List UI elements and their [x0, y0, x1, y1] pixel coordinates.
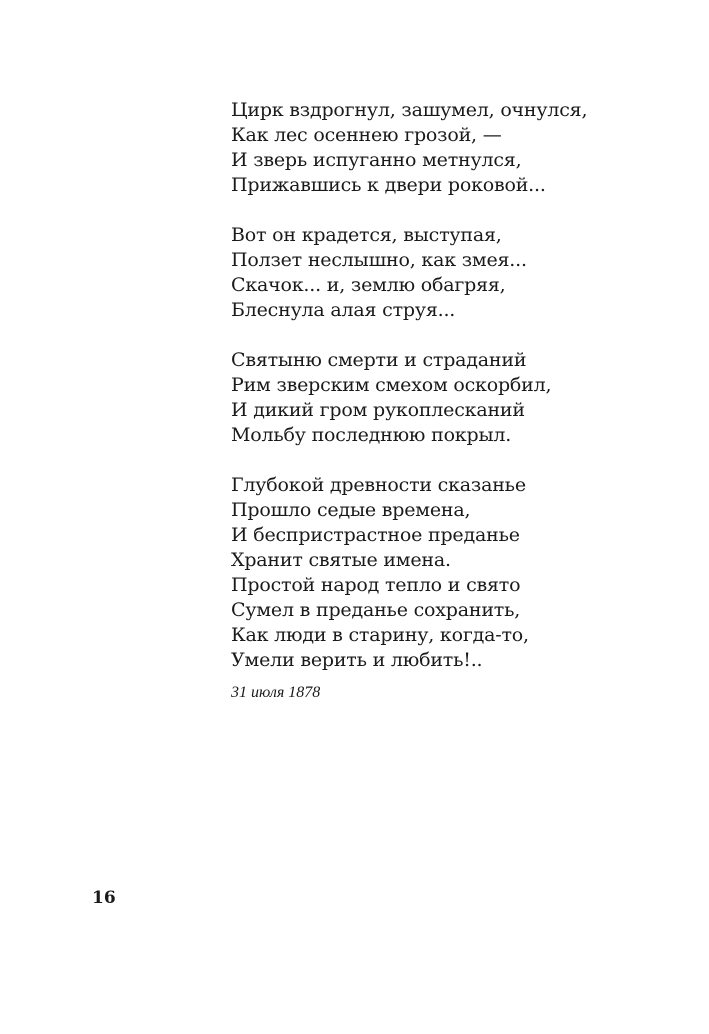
poem-line: И зверь испуганно метнулся, [231, 149, 522, 171]
stanza-2 [231, 223, 671, 323]
poem-line: Прижавшись к двери роковой... [231, 174, 546, 196]
poem-line: Сумел в преданье сохранить, [231, 599, 521, 621]
poem-line: Как лес осеннею грозой, — [231, 124, 502, 146]
poem-line: Умели верить и любить!.. [231, 649, 483, 671]
poem-line: Блеснула алая струя... [231, 299, 456, 321]
poem-line: Святыню смерти и страданий [231, 349, 527, 371]
poem-line: Простой народ тепло и свято [231, 574, 521, 596]
poem-line: Цирк вздрогнул, зашумел, очнулся, [231, 99, 588, 121]
poem-line: Скачок... и, землю обагряя, [231, 274, 506, 296]
poem-line: И беспристрастное преданье [231, 524, 520, 546]
poem-line: Прошло седые времена, [231, 499, 471, 521]
poem-line: И дикий гром рукоплесканий [231, 399, 525, 421]
poem-line: Как люди в старину, когда-то, [231, 624, 529, 646]
poem-line: Глубокой древности сказанье [231, 474, 526, 496]
page-number: 16 [92, 888, 116, 908]
poem-date: 31 июля 1878 [231, 684, 321, 701]
stanza-3 [231, 348, 671, 448]
poem-line: Вот он крадется, выступая, [231, 224, 502, 246]
poem-text [231, 98, 671, 698]
poem-line: Ползет неслышно, как змея... [231, 249, 527, 271]
poem-line: Мольбу последнюю покрыл. [231, 424, 512, 446]
poem-line: Рим зверским смехом оскорбил, [231, 374, 552, 396]
poem-line: Хранит святые имена. [231, 549, 451, 571]
stanza-4 [231, 473, 671, 673]
stanza-1 [231, 98, 671, 198]
